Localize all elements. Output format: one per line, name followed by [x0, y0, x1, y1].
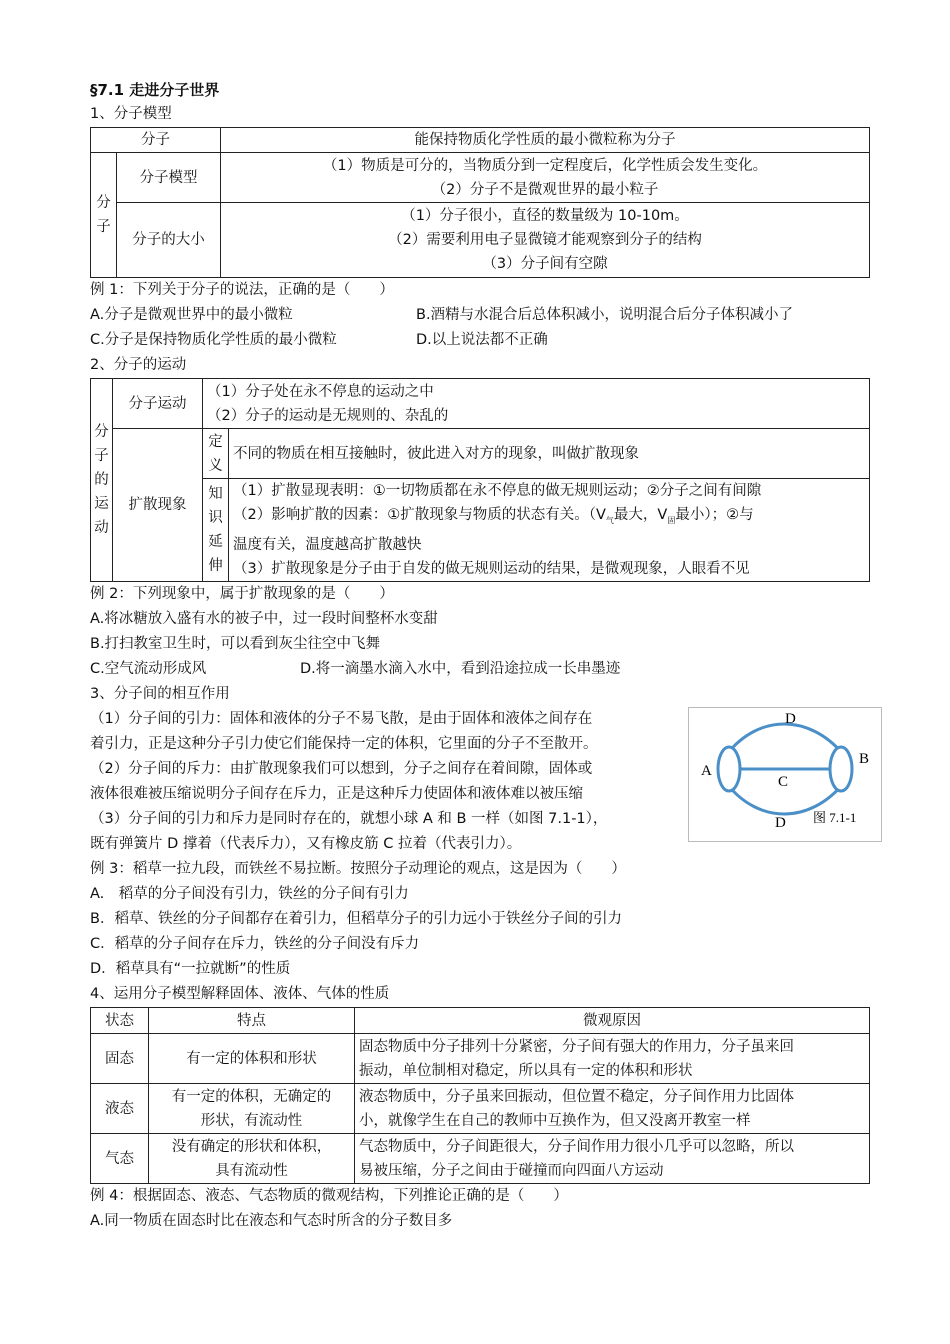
example-question: 例 4：根据固态、液态、气态物质的微观结构，下列推论正确的是（ ） [90, 1188, 568, 1204]
document-page [90, 78, 870, 1234]
table-header: 微观原因 [355, 1008, 870, 1034]
option-b: B.酒精与水混合后总体积减小，说明混合后分子体积减小了 [416, 307, 794, 323]
states-of-matter-table [90, 1007, 870, 1184]
example-question: 例 2：下列现象中，属于扩散现象的是（ ） [90, 586, 394, 602]
option-c: C．稻草的分子间存在斥力，铁丝的分子间没有斥力 [90, 936, 420, 952]
vertical-label: 知识延伸 [208, 486, 223, 574]
sec4-heading: 4、运用分子模型解释固体、液体、气体的性质 [90, 986, 390, 1002]
text-line: 液体很难被压缩说明分子间存在斥力，正是这种斥力使固体和液体难以被压缩 [90, 786, 583, 802]
section-title: §7.1 走进分子世界 [90, 81, 220, 99]
table-cell [355, 1084, 870, 1134]
text-line: （1）分子间的引力：固体和液体的分子不易飞散，是由于固体和液体之间存在 [90, 711, 593, 727]
example-options-row [90, 328, 870, 353]
table-cell-group-label [91, 153, 117, 278]
table-cell: 液态 [91, 1084, 149, 1134]
vertical-label: 分子 [96, 195, 111, 235]
figure-caption: 图 7.1-1 [813, 810, 857, 825]
molecule-motion-table [90, 378, 870, 582]
cell-line: 振动，单位制相对稳定，所以具有一定的体积和形状 [359, 1062, 693, 1079]
label-c: C [778, 774, 789, 790]
table-header: 特点 [149, 1008, 355, 1034]
cell-line: （2）分子的运动是无规则的、杂乱的 [207, 407, 449, 424]
vertical-label: 分子的运动 [94, 424, 109, 536]
option-a: A.将冰糖放入盛有水的被子中，过一段时间整杯水变甜 [90, 611, 438, 627]
table-cell: 能保持物质化学性质的最小微粒称为分子 [221, 128, 870, 153]
text-fragment: （2）影响扩散的因素：①扩散现象与物质的状态有关。（V [233, 507, 606, 523]
cell-line: 液态物质中，分子虽来回振动，但位置不稳定，分子间作用力比固体 [359, 1088, 794, 1105]
example-question: 例 1：下列关于分子的说法，正确的是（ ） [90, 282, 394, 298]
cell-line: （1）分子处在永不停息的运动之中 [207, 383, 434, 400]
text-line: 着引力，正是这种分子引力使它们能保持一定的体积，它里面的分子不至散开。 [90, 736, 598, 752]
table-header: 状态 [91, 1008, 149, 1034]
sec2-heading: 2、分子的运动 [90, 357, 187, 373]
table-cell: 有一定的体积和形状 [149, 1034, 355, 1084]
option-c: C.空气流动形成风 [90, 661, 207, 677]
cell-line: 小，就像学生在自己的教师中互换作为，但又没离开教室一样 [359, 1112, 751, 1129]
table-cell: 固态 [91, 1034, 149, 1084]
option-b: B.打扫教室卫生时，可以看到灰尘往空中飞舞 [90, 636, 381, 652]
table-cell [355, 1034, 870, 1084]
table-cell [203, 429, 229, 479]
table-cell: 不同的物质在相互接触时，彼此进入对方的现象，叫做扩散现象 [229, 429, 870, 479]
table-cell-group-label [91, 379, 113, 582]
example-options-row [90, 303, 870, 328]
option-d: D．稻草具有“一拉就断”的性质 [90, 961, 291, 977]
table-cell [221, 153, 870, 203]
text-line: （2）分子间的斥力：由扩散现象我们可以想到，分子之间存在着间隙，固体或 [90, 761, 593, 777]
option-d: D.以上说法都不正确 [416, 332, 548, 348]
ball-b [830, 747, 852, 791]
cell-line: 具有流动性 [215, 1162, 288, 1179]
label-d-bottom: D [775, 815, 786, 831]
cell-line: （1）物质是可分的，当物质分到一定程度后，化学性质会发生变化。 [322, 157, 768, 174]
sec1-heading: 1、分子模型 [90, 106, 172, 122]
text-line: （3）分子间的引力和斥力是同时存在的，就想小球 A 和 B 一样（如图 7.1-1）， [90, 811, 608, 827]
cell-line: 有一定的体积，无确定的 [171, 1088, 332, 1105]
option-c: C.分子是保持物质化学性质的最小微粒 [90, 332, 337, 348]
table-cell: 分子模型 [117, 153, 221, 203]
cell-line: 温度有关，温度越高扩散越快 [233, 537, 422, 553]
text-fragment: 最大，V [613, 507, 668, 523]
table-cell [203, 379, 870, 429]
cell-line: 易被压缩，分子之间由于碰撞而向四面八方运动 [359, 1162, 664, 1179]
table-cell: 分子 [91, 128, 221, 153]
paragraph [90, 707, 680, 857]
ball-a [718, 747, 740, 791]
table-cell [229, 479, 870, 582]
cell-line: （2）分子不是微观世界的最小粒子 [431, 181, 659, 198]
cell-line: 没有确定的形状和体积， [171, 1138, 332, 1155]
option-a: A.同一物质在固态时比在液态和气态时所含的分子数目多 [90, 1213, 453, 1229]
cell-line: 形状，有流动性 [200, 1112, 303, 1129]
subscript: 固 [667, 516, 676, 525]
molecule-model-table [90, 127, 870, 278]
table-cell: 扩散现象 [113, 429, 203, 582]
table-cell [149, 1084, 355, 1134]
cell-line: 固态物质中分子排列十分紧密，分子间有强大的作用力，分子虽来回 [359, 1038, 794, 1055]
option-b: B．稻草、铁丝的分子间都存在着引力，但稻草分子的引力远小于铁丝分子间的引力 [90, 911, 622, 927]
cell-line: 气态物质中，分子间距很大，分子间作用力很小几乎可以忽略，所以 [359, 1138, 794, 1155]
table-row [91, 1084, 870, 1134]
text-fragment: 最小）；②与 [675, 507, 754, 523]
figure-7-1-1 [688, 707, 882, 842]
example-question: 例 3：稻草一拉九段，而铁丝不易拉断。按照分子动理论的观点，这是因为（ ） [90, 861, 626, 877]
table-row [91, 1134, 870, 1184]
example-options-row [90, 657, 870, 682]
cell-line: （3）分子间有空隙 [482, 256, 608, 272]
label-d-top: D [785, 711, 796, 727]
cell-line: （1）扩散显现表明：①一切物质都在永不停息的做无规则运动；②分子之间有间隙 [233, 483, 762, 499]
table-cell [203, 479, 229, 582]
table-cell: 分子的大小 [117, 203, 221, 278]
text-line: 既有弹簧片 D 撑着（代表斥力），又有橡皮筋 C 拉着（代表引力）。 [90, 836, 522, 852]
ball-spring-diagram [689, 708, 881, 841]
table-cell [355, 1134, 870, 1184]
cell-line [233, 503, 865, 533]
spring-plate-top [727, 724, 843, 754]
option-a: A. 稻草的分子间没有引力，铁丝的分子间有引力 [90, 886, 409, 902]
cell-line: （1）分子很小，直径的数量级为 10-10m。 [401, 208, 689, 224]
table-cell [149, 1134, 355, 1184]
sec3-heading: 3、分子间的相互作用 [90, 686, 230, 702]
table-cell [221, 203, 870, 278]
cell-line: （3）扩散现象是分子由于自发的做无规则运动的结果，是微观现象，人眼看不见 [233, 561, 750, 577]
subscript: 气 [605, 516, 614, 525]
label-b: B [859, 751, 870, 767]
option-a: A.分子是微观世界中的最小微粒 [90, 307, 293, 323]
cell-line: （2）需要利用电子显微镜才能观察到分子的结构 [388, 232, 702, 248]
label-a: A [701, 763, 712, 779]
table-row [91, 1034, 870, 1084]
option-d: D.将一滴墨水滴入水中，看到沿途拉成一长串墨迹 [300, 661, 621, 677]
table-cell: 分子运动 [113, 379, 203, 429]
vertical-label: 定义 [208, 433, 223, 474]
table-cell: 气态 [91, 1134, 149, 1184]
intermolecular-force-block [90, 707, 870, 857]
